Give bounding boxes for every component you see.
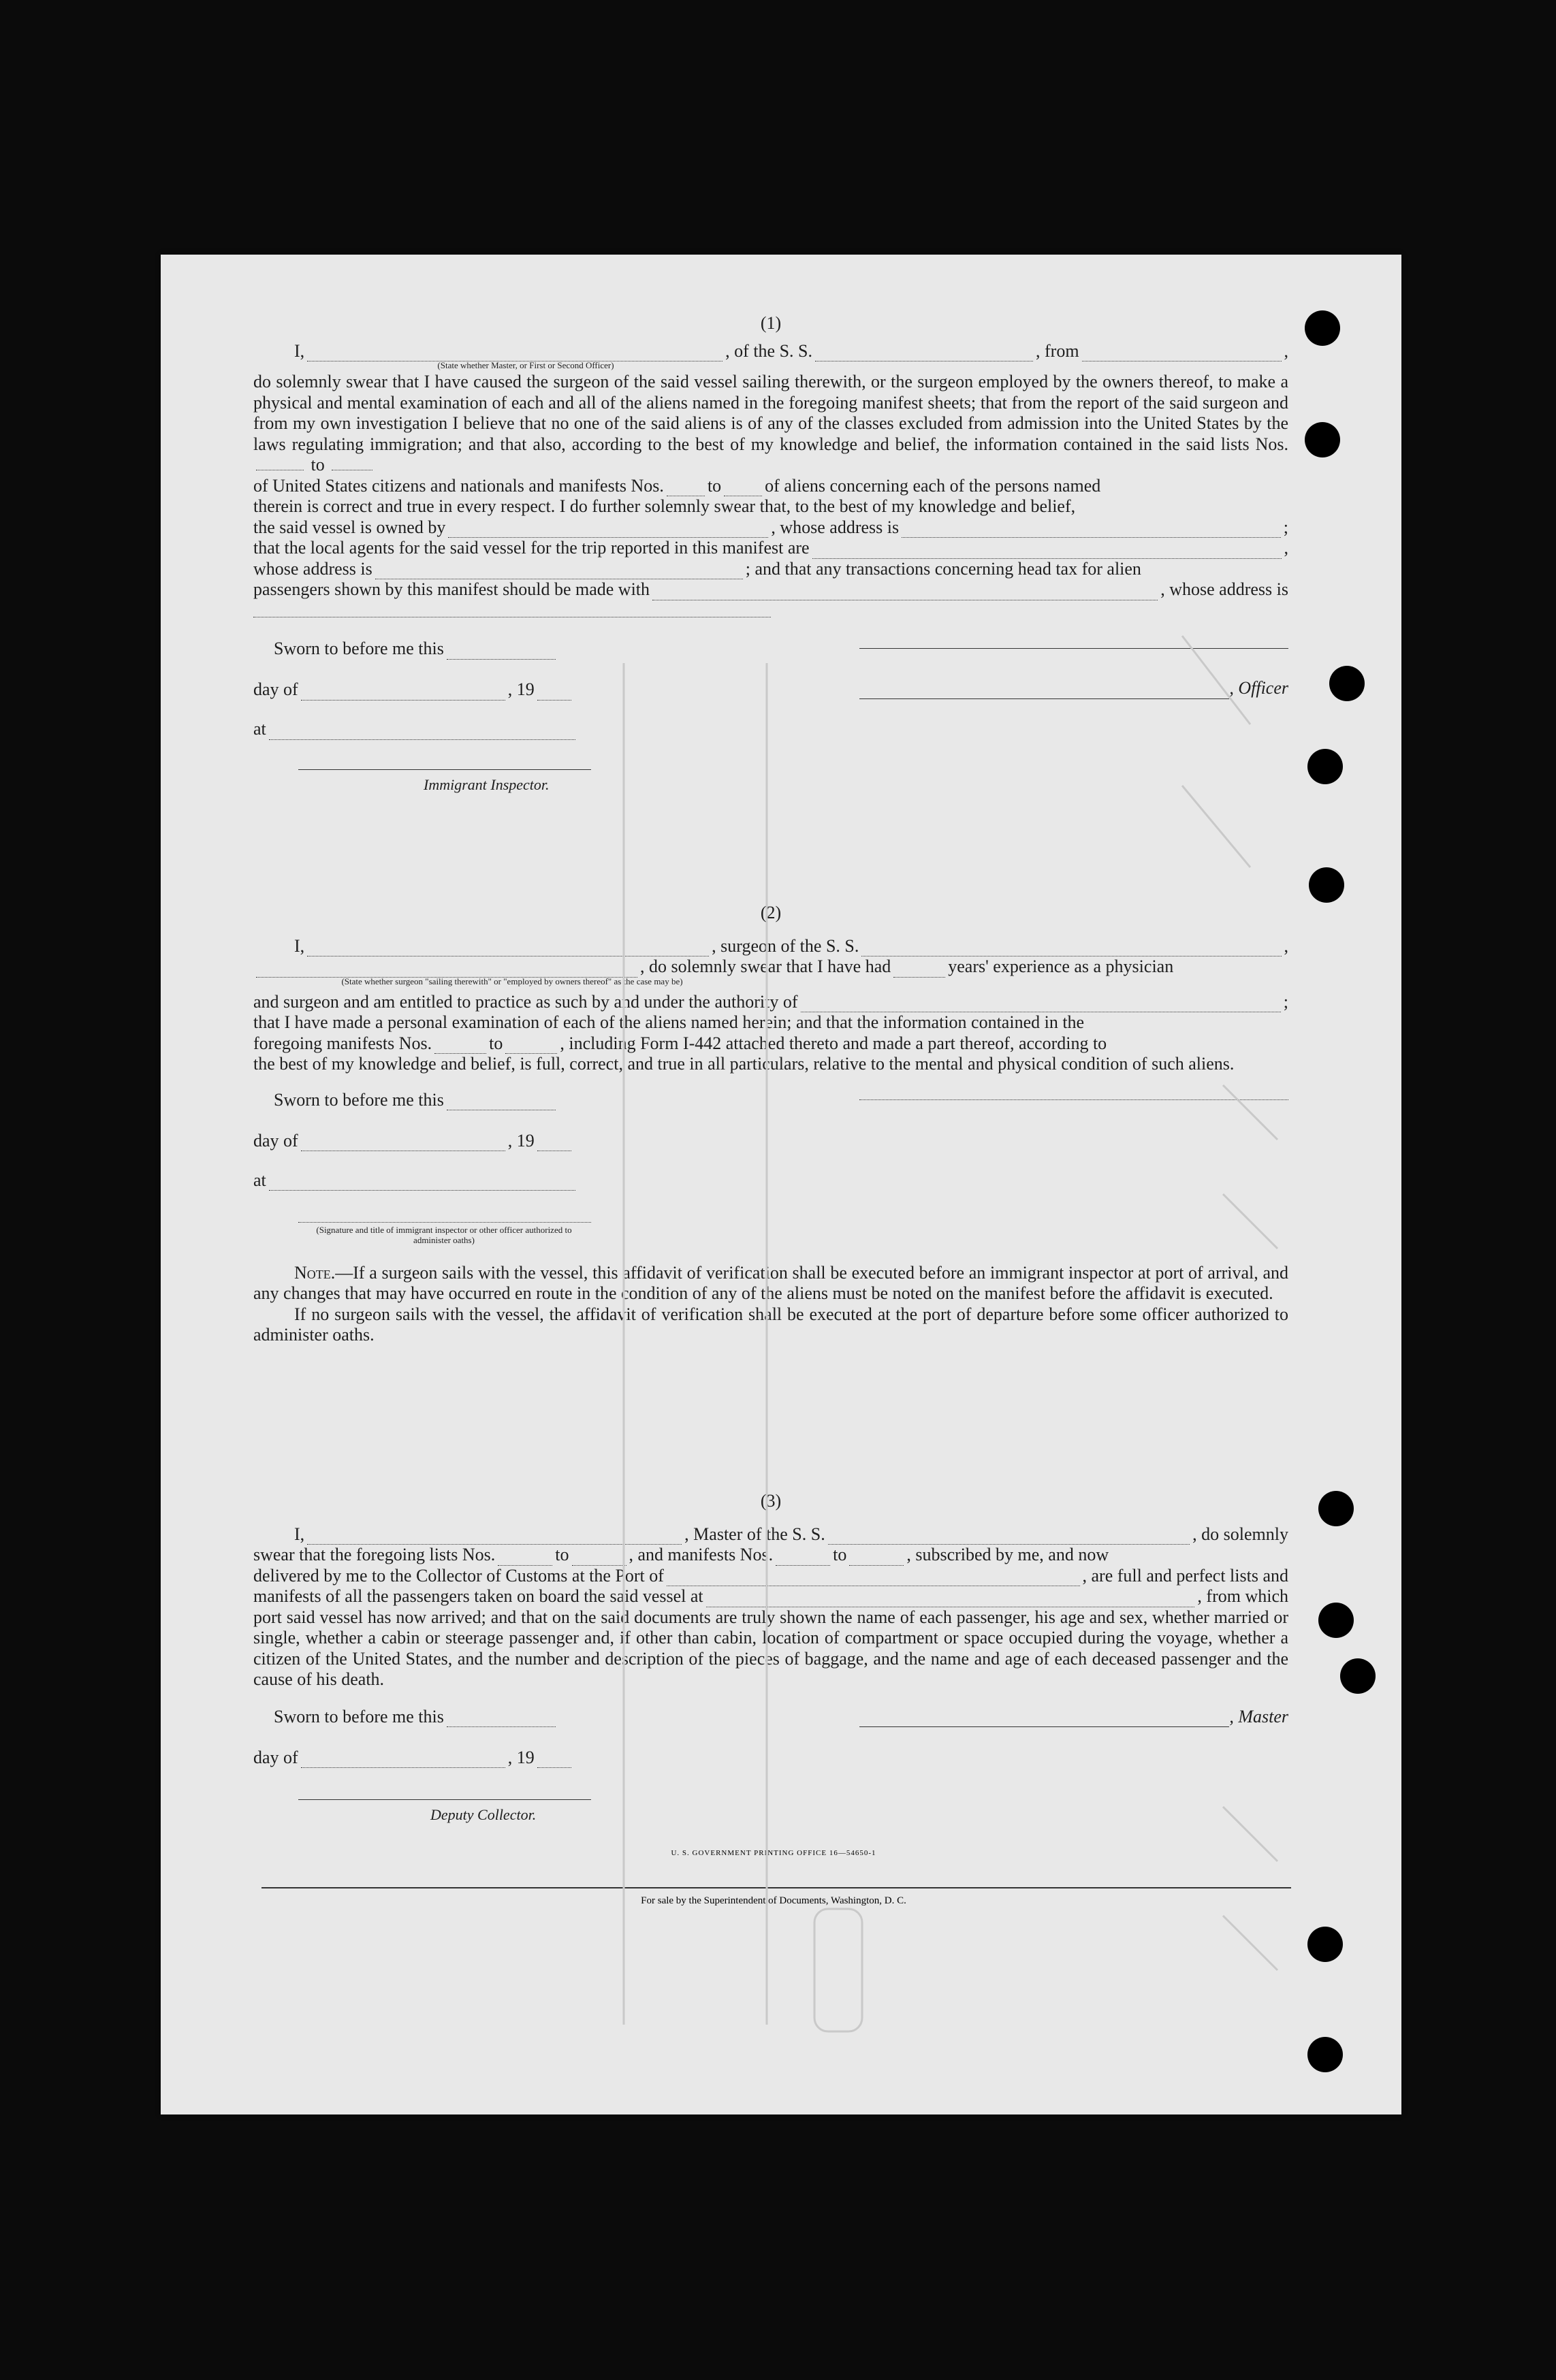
label-at: at (253, 719, 266, 739)
label-whose-address: whose address is (253, 558, 372, 579)
oath-text: , including Form I-442 attached thereto and made a part thereof, according to (560, 1033, 1107, 1053)
label-sworn: Sworn to before me this (274, 1089, 444, 1110)
oath-text: passengers shown by this manifest should be made with (253, 579, 650, 599)
label-whose-address: , whose address is (1160, 579, 1288, 599)
oath-text: of United States citizens and nationals and manifests Nos. (253, 475, 664, 496)
label-to: to (489, 1033, 503, 1053)
oath-text: years' experience as a physician (948, 956, 1174, 976)
label-sworn: Sworn to before me this (274, 639, 444, 658)
oath-text: swear that the foregoing lists Nos. (253, 1545, 496, 1564)
officer-label: , Officer (1229, 678, 1288, 698)
label-to: to (555, 1545, 569, 1564)
oath-text: port said vessel has now arrived; and that on the said documents are truly shown the name of each passenger, his age and sex, whether married or single, whether a cabin or steerage passenger and, if other than cabin, location of compartment or space occupied during the voyage, whether a citizen of the United States, and the number and description of the pieces of baggage, and the name and age of each deceased passenger and the cause of his death. (253, 1607, 1288, 1689)
label-master-of: , Master of the S. S. (684, 1524, 825, 1544)
label-i: I, (294, 1524, 305, 1544)
oath-text: and surgeon and am entitled to practice as such by and under the authority of (253, 991, 798, 1012)
label-agents: that the local agents for the said vessel for the trip reported in this manifest are (253, 538, 810, 558)
signature-note: (Signature and title of immigrant inspector or other officer authorized to administer oaths) (316, 1224, 572, 1245)
label-owned: the said vessel is owned by (253, 517, 446, 537)
deputy-label: Deputy Collector. (430, 1805, 537, 1823)
oath-text: therein is correct and true in every respect. I do further solemnly swear that, to the best of my knowledge and belief, (253, 496, 1076, 516)
oath-text: the best of my knowledge and belief, is full, correct, and true in all particulars, relative to the mental and physical condition of such aliens. (253, 1054, 1235, 1074)
label-surgeon-of: , surgeon of the S. S. (712, 935, 859, 956)
label-year: , 19 (507, 679, 535, 699)
label-at: at (253, 1170, 266, 1190)
oath-text: , and manifests Nos. (629, 1545, 774, 1564)
note-text: —If a surgeon sails with the vessel, this affidavit of verification shall be executed before an immigrant inspector at port of arrival, and any changes that may have occurred en route in the condition of any of the aliens must be noted on the manifest before the affidavit is executed. (253, 1262, 1288, 1303)
punct: ; (1283, 517, 1288, 537)
label-day: day of (253, 1130, 298, 1151)
label-year: , 19 (507, 1130, 535, 1151)
label-from: , from (1036, 340, 1079, 361)
label-to: to (833, 1545, 847, 1564)
label-i: I, (294, 935, 305, 956)
punct: , (1284, 935, 1288, 956)
section-number: (1) (760, 313, 782, 333)
label-day: day of (253, 679, 298, 699)
oath-text: ; and that any transactions concerning head tax for alien (745, 558, 1141, 579)
label-sworn: Sworn to before me this (274, 1706, 444, 1726)
oath-text: , do solemnly swear that I have had (640, 956, 891, 976)
oath-text: of aliens concerning each of the persons named (765, 475, 1101, 496)
printing-office-line: U. S. GOVERNMENT PRINTING OFFICE 16—54650-1 (671, 1849, 876, 1857)
oath-text: , from which (1197, 1586, 1288, 1606)
label-to: to (311, 455, 325, 475)
label-whose-address: , whose address is (771, 517, 900, 537)
label-day: day of (253, 1747, 298, 1767)
master-label: , Master (1229, 1706, 1288, 1726)
section-number: (3) (760, 1491, 782, 1511)
sale-line: For sale by the Superintendent of Documents, Washington, D. C. (641, 1895, 906, 1906)
oath-text: , are full and perfect lists and (1082, 1565, 1288, 1586)
oath-text: foregoing manifests Nos. (253, 1033, 432, 1053)
label-of-ss: , of the S. S. (725, 340, 813, 361)
bleed-through-marks (161, 255, 1401, 2114)
document-page (161, 255, 1401, 2114)
field-note: (State whether Master, or First or Second Officer) (437, 360, 614, 370)
label-i: I, (294, 340, 305, 361)
note-text-2: If no surgeon sails with the vessel, the affidavit of verification shall be executed at the port of departure before some officer authorized to administer oaths. (253, 1304, 1288, 1345)
oath-text: do solemnly swear that I have caused the surgeon of the said vessel sailing therewith, or the surgeon employed by the owners thereof, to make a physical and mental examination of each and all of the aliens named in the foregoing manifest sheets; that from the report of the said surgeon and from my own investigation I believe that no one of the said aliens is of any of the classes excluded from admission into the United States by the laws regulating immigration; and that also, according to the best of my knowledge and belief, the information contained in the said lists Nos. (253, 372, 1288, 454)
label-year: , 19 (507, 1747, 535, 1767)
note-label: Note. (294, 1262, 336, 1283)
inspector-label: Immigrant Inspector. (424, 776, 550, 793)
oath-text: manifests of all the passengers taken on board the said vessel at (253, 1586, 703, 1606)
field-note: (State whether surgeon "sailing therewith" or "employed by owners thereof" as the case may be) (341, 976, 683, 986)
oath-text: , do solemnly (1192, 1524, 1288, 1544)
oath-text: that I have made a personal examination of each of the aliens named herein; and that the information contained in the (253, 1012, 1085, 1032)
label-to: to (707, 475, 722, 496)
punct: ; (1283, 991, 1288, 1012)
oath-text: delivered by me to the Collector of Customs at the Port of (253, 1565, 664, 1586)
punct: , (1284, 538, 1288, 558)
punct: , (1284, 340, 1288, 361)
oath-text: , subscribed by me, and now (906, 1545, 1109, 1564)
section-number: (2) (760, 903, 782, 922)
